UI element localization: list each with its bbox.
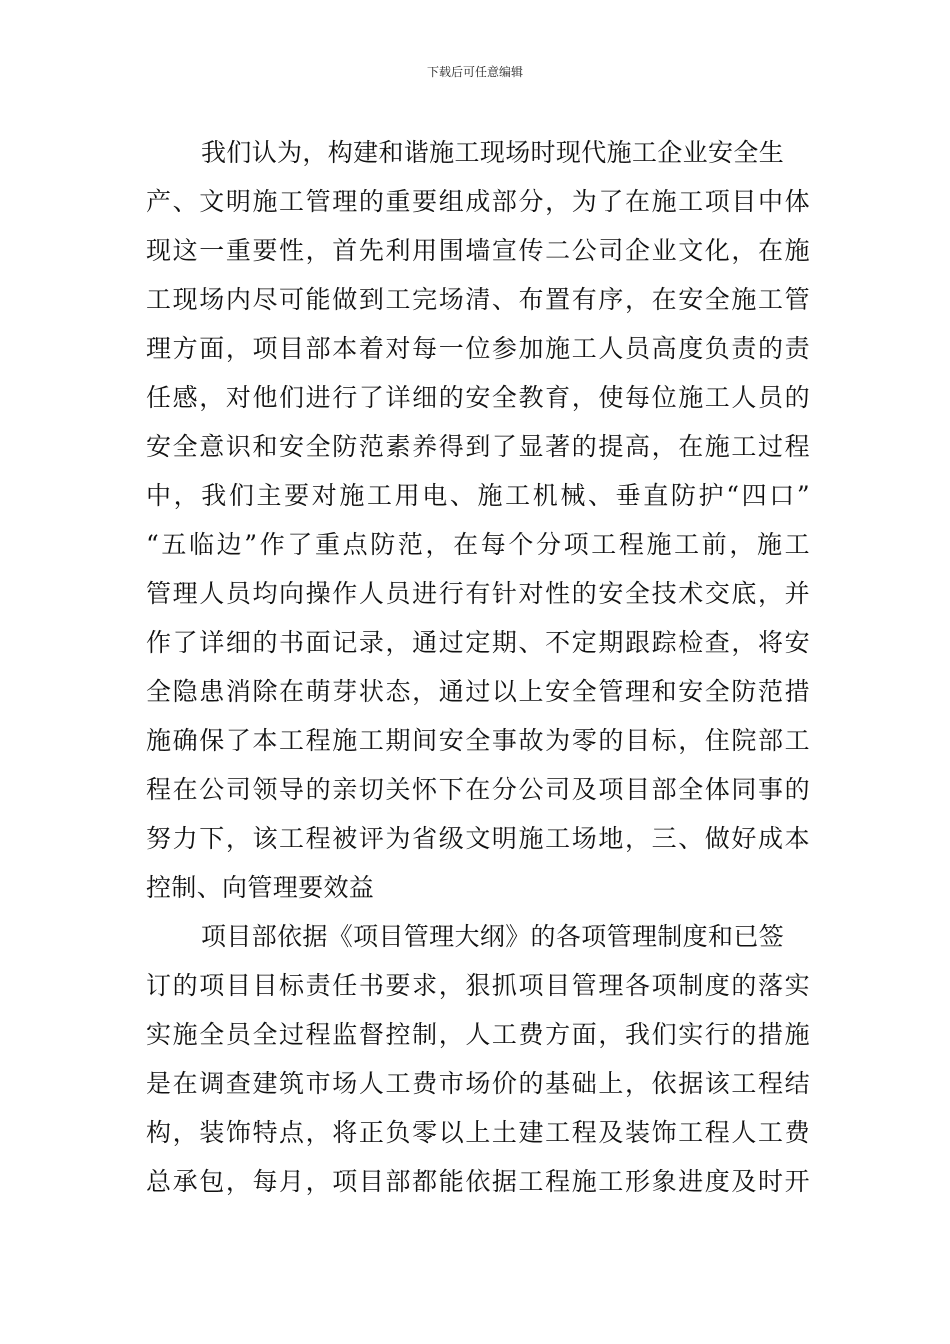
text-line: 作了详细的书面记录，通过定期、不定期跟踪检查，将安 (146, 628, 810, 657)
text-line: 订的项目目标责任书要求，狠抓项目管理各项制度的落实 (146, 971, 810, 1000)
text-line: 中，我们主要对施工用电、施工机械、垂直防护“四口” (146, 481, 810, 510)
text-line: 施确保了本工程施工期间安全事故为零的目标，住院部工 (146, 726, 810, 755)
text-line: 安全意识和安全防范素养得到了显著的提高，在施工过程 (146, 432, 810, 461)
text-line: 程在公司领导的亲切关怀下在分公司及项目部全体同事的 (146, 775, 810, 804)
text-line: 任感，对他们进行了详细的安全教育，使每位施工人员的 (146, 383, 810, 412)
page-header: 下载后可任意编辑 (426, 65, 523, 79)
text-line: 现这一重要性，首先利用围墙宣传二公司企业文化，在施 (146, 236, 810, 265)
text-line: 全隐患消除在萌芽状态，通过以上安全管理和安全防范措 (146, 677, 810, 706)
text-line: 构，装饰特点，将正负零以上土建工程及装饰工程人工费 (146, 1118, 810, 1147)
text-line: 是在调查建筑市场人工费市场价的基础上，依据该工程结 (146, 1069, 810, 1098)
document-body (146, 128, 810, 1206)
text-line: 总承包，每月，项目部都能依据工程施工形象进度及时开 (146, 1167, 810, 1196)
text-line: “五临边”作了重点防范，在每个分项工程施工前，施工 (146, 530, 810, 559)
text-line: 项目部依据《项目管理大纲》的各项管理制度和已签 (201, 922, 785, 951)
text-line: 实施全员全过程监督控制，人工费方面，我们实行的措施 (146, 1020, 810, 1049)
text-line: 产、文明施工管理的重要组成部分，为了在施工项目中体 (146, 187, 810, 216)
text-line: 努力下，该工程被评为省级文明施工场地，三、做好成本 (146, 824, 810, 853)
text-line: 工现场内尽可能做到工完场清、布置有序，在安全施工管 (146, 285, 810, 314)
text-line: 控制、向管理要效益 (146, 873, 375, 902)
text-line: 管理人员均向操作人员进行有针对性的安全技术交底，并 (146, 579, 810, 608)
text-line: 理方面，项目部本着对每一位参加施工人员高度负责的责 (146, 334, 810, 363)
text-line: 我们认为，构建和谐施工现场时现代施工企业安全生 (201, 138, 785, 167)
